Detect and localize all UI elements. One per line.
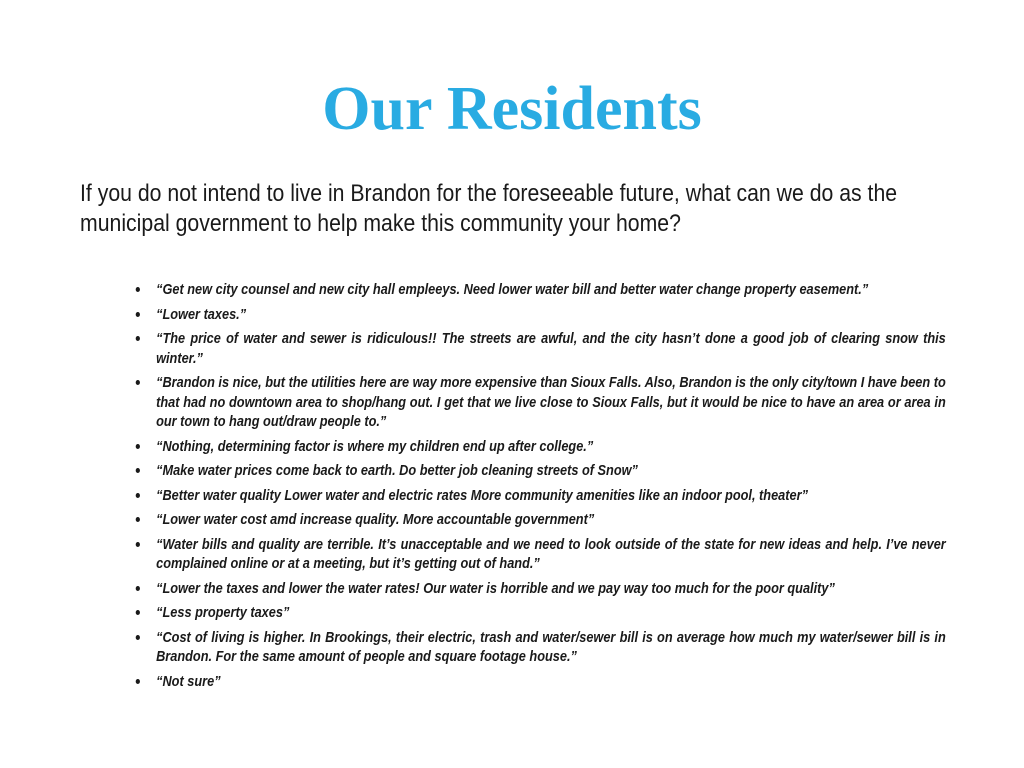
quote-item: [134, 486, 946, 506]
question-text: If you do not intend to live in Brandon for the foreseeable future, what can we do as the municipal government to help make this community your home?: [80, 180, 898, 237]
slide-title: Our Residents: [322, 75, 702, 143]
quote-text: “Lower water cost amd increase quality. More accountable government”: [156, 511, 595, 528]
quote-item: [134, 603, 946, 623]
quote-item: [134, 437, 946, 457]
bullet-icon: [136, 586, 140, 591]
quote-item: [134, 535, 946, 574]
bullet-icon: [136, 380, 140, 385]
bullet-icon: [136, 493, 140, 498]
bullet-icon: [136, 542, 140, 547]
quote-item: [134, 461, 946, 481]
bullet-icon: [136, 679, 140, 684]
quote-text: “Water bills and quality are terrible. It’s unacceptable and we need to look outside of the state for new ideas and help. I’ve never complained online or at a meeting, but it’s getting out of hand.”: [156, 535, 946, 572]
quote-text: “Get new city counsel and new city hall empleeys. Need lower water bill and better water change property easement.”: [156, 281, 869, 298]
bullet-icon: [136, 635, 140, 640]
quote-item: [134, 305, 946, 325]
quote-item: [134, 280, 946, 300]
quote-item: [134, 579, 946, 599]
quote-item: [134, 329, 946, 368]
bullet-icon: [136, 468, 140, 473]
bullet-icon: [136, 312, 140, 317]
quote-text: “Brandon is nice, but the utilities here are way more expensive than Sioux Falls. Also, Brandon is the only city/town I have been to that had no downtown area to shop/hang out. I get that we live close to Sioux Falls, but it would be nice to have an area or area in our town to hang out/draw people to.”: [156, 374, 946, 430]
bullet-icon: [136, 517, 140, 522]
quote-text: “Lower the taxes and lower the water rates! Our water is horrible and we pay way too much for the poor quality”: [156, 579, 835, 597]
quote-item: [134, 672, 946, 692]
bullet-icon: [136, 610, 140, 615]
quote-text: “Nothing, determining factor is where my children end up after college.”: [156, 437, 594, 455]
bullet-icon: [136, 444, 140, 449]
quote-item: [134, 373, 946, 432]
quote-text: “Less property taxes”: [156, 604, 290, 621]
quote-text: “The price of water and sewer is ridiculous!! The streets are awful, and the city hasn’t done a good job of clearing snow this winter.”: [156, 330, 946, 367]
quote-text: “Not sure”: [156, 672, 221, 690]
quote-text: “Lower taxes.”: [156, 305, 247, 323]
quote-item: [134, 510, 946, 530]
resident-quotes-list: [134, 280, 946, 696]
bullet-icon: [136, 287, 140, 292]
quote-text: “Better water quality Lower water and electric rates More community amenities like an indoor pool, theater”: [156, 486, 808, 504]
bullet-icon: [136, 336, 140, 341]
quote-text: “Cost of living is higher. In Brookings, their electric, trash and water/sewer bill is on average how much my water/sewer bill is in Brandon. For the same amount of people and square footage house.”: [156, 628, 946, 665]
quote-text: “Make water prices come back to earth. Do better job cleaning streets of Snow”: [156, 462, 638, 479]
quote-item: [134, 628, 946, 667]
